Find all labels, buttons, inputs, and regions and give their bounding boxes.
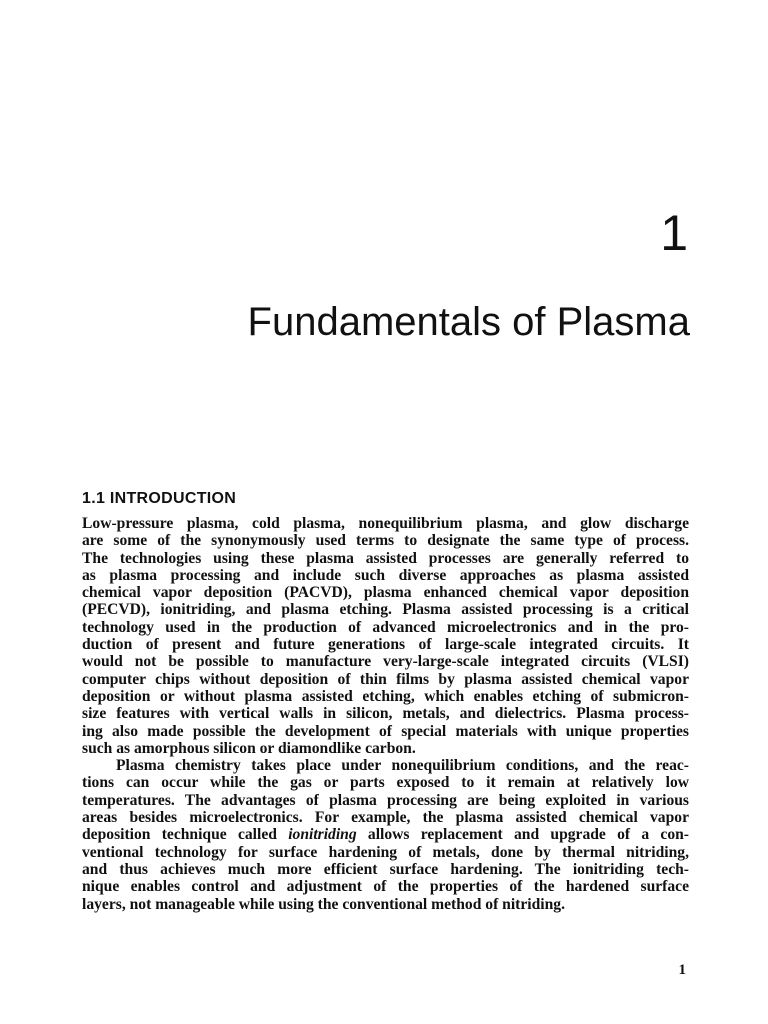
italic-term: ionitriding xyxy=(288,826,357,844)
paragraph-1-line: as plasma processing and include such diverse approaches as plasma assisted xyxy=(82,566,689,584)
section-heading: 1.1 INTRODUCTION xyxy=(82,490,237,507)
paragraph-1-line: deposition or without plasma assisted etching, which enables etching of submicron- xyxy=(82,687,689,705)
paragraph-1-line: such as amorphous silicon or diamondlike carbon. xyxy=(82,739,416,757)
paragraph-2-line: Plasma chemistry takes place under nonequilibrium conditions, and the reac- xyxy=(116,757,689,775)
paragraph-1-line: technology used in the production of advanced microelectronics and in the pro- xyxy=(82,618,689,636)
paragraph-2-line: and thus achieves much more efficient surface hardening. The ionitriding tech- xyxy=(82,860,689,878)
paragraph-2-line: layers, not manageable while using the conventional method of nitriding. xyxy=(82,895,565,913)
paragraph-1-line: are some of the synonymously used terms to designate the same type of process. xyxy=(82,532,689,550)
body-text xyxy=(82,515,689,913)
paragraph-1-line: (PECVD), ionitriding, and plasma etching. Plasma assisted processing is a critical xyxy=(82,601,689,619)
italic-line-after: allows replacement and upgrade of a con- xyxy=(356,826,689,844)
paragraph-2-line: tions can occur while the gas or parts exposed to it remain at relatively low xyxy=(82,774,689,792)
paragraph-2-line-with-italic xyxy=(82,826,689,843)
paragraph-1-line: Low-pressure plasma, cold plasma, nonequilibrium plasma, and glow discharge xyxy=(82,515,689,532)
paragraph-1-line: size features with vertical walls in silicon, metals, and dielectrics. Plasma process- xyxy=(82,705,689,723)
paragraph-1-line: chemical vapor deposition (PACVD), plasma enhanced chemical vapor deposition xyxy=(82,584,689,602)
paragraph-1-line: would not be possible to manufacture very-large-scale integrated circuits (VLSI) xyxy=(82,653,689,671)
paragraph-2-line: areas besides microelectronics. For example, the plasma assisted chemical vapor xyxy=(82,809,689,827)
chapter-number: 1 xyxy=(660,205,688,261)
paragraph-2-line: temperatures. The advantages of plasma processing are being exploited in various xyxy=(82,791,689,809)
paragraph-1-line: duction of present and future generations of large-scale integrated circuits. It xyxy=(82,636,689,654)
italic-line-before: deposition technique called xyxy=(82,826,289,844)
paragraph-1-line: computer chips without deposition of thin films by plasma assisted chemical vapor xyxy=(82,670,689,688)
paragraph-2-line: nique enables control and adjustment of the properties of the hardened surface xyxy=(82,878,689,896)
chapter-title: Fundamentals of Plasma xyxy=(247,300,690,344)
page-number: 1 xyxy=(678,962,686,978)
paragraph-2-line: ventional technology for surface hardening of metals, done by thermal nitriding, xyxy=(82,843,689,861)
paragraph-1-line: ing also made possible the development of special materials with unique properties xyxy=(82,722,689,740)
paragraph-1-line: The technologies using these plasma assisted processes are generally referred to xyxy=(82,549,689,567)
